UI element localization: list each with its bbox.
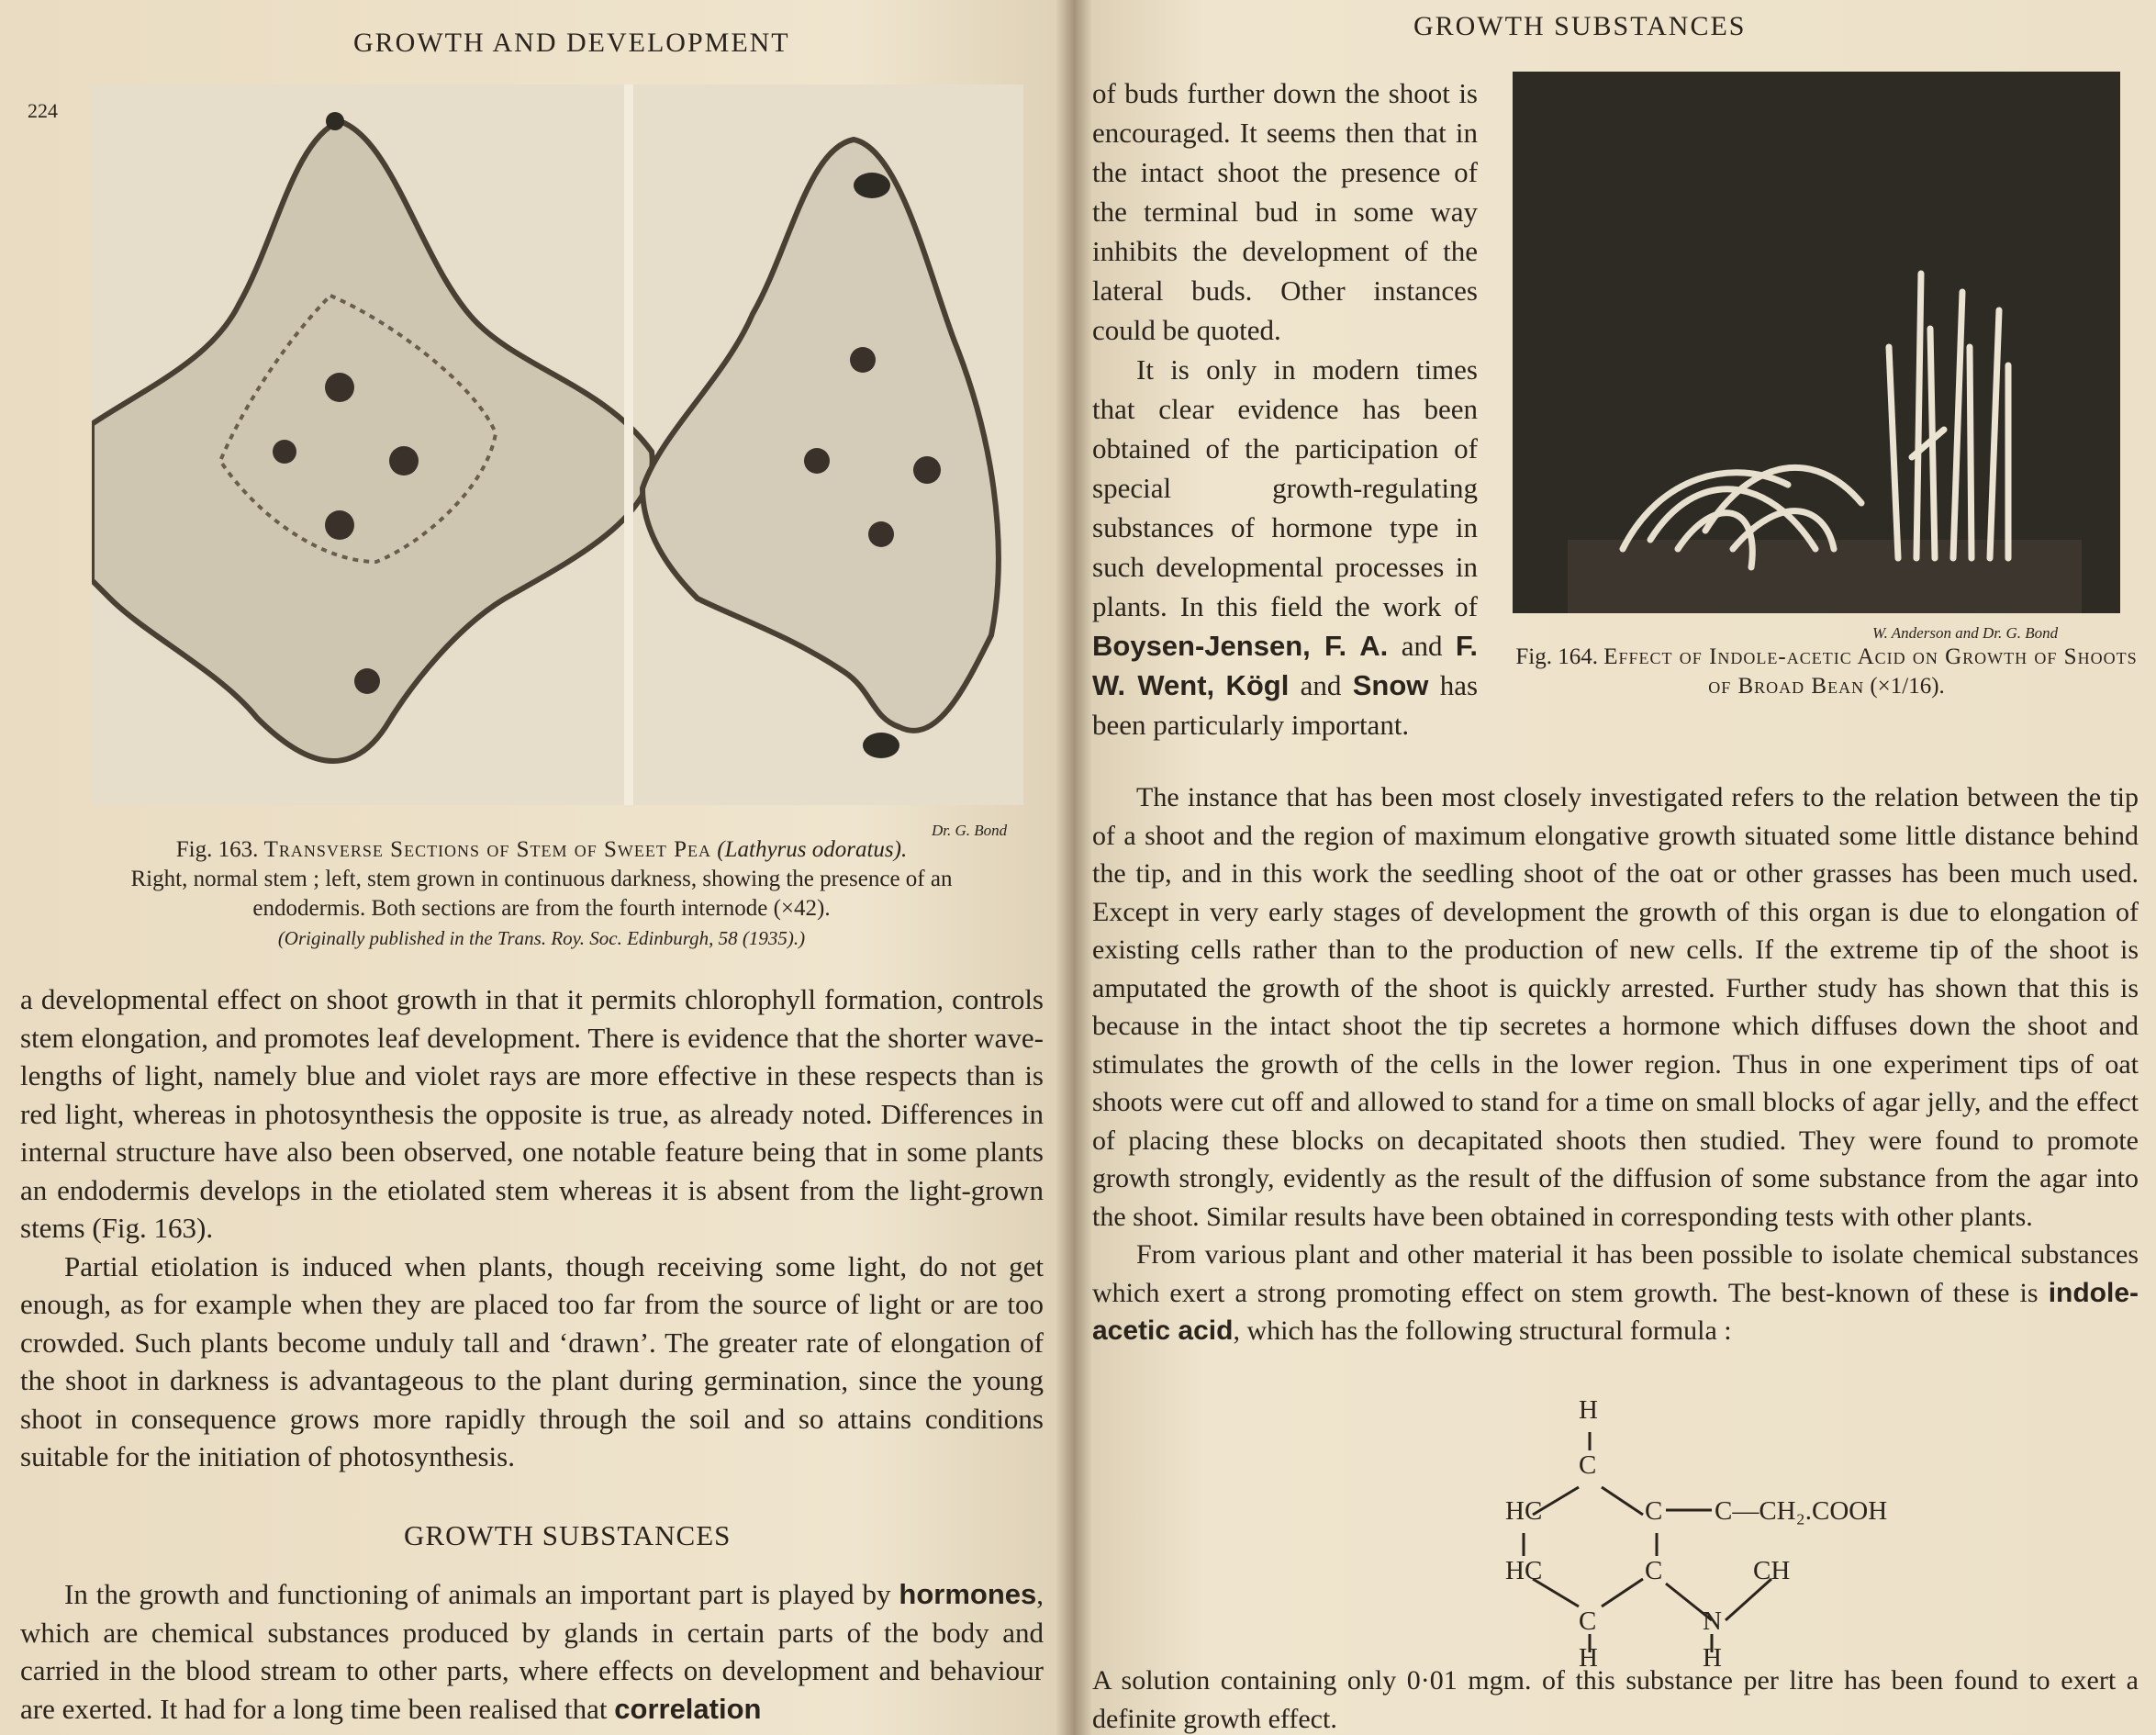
figure-163-credit: Dr. G. Bond bbox=[932, 822, 1008, 839]
figure-163-title: Transverse Sections of Stem of Sweet Pea bbox=[263, 837, 712, 862]
formula-h-bottom-right: H bbox=[1703, 1643, 1722, 1673]
book-gutter bbox=[1056, 0, 1092, 1735]
figure-164-credit: W. Anderson and Dr. G. Bond bbox=[1872, 624, 2059, 642]
figure-163-caption-line2: Right, normal stem ; left, stem grown in continuous darkness, showing the presence of an bbox=[130, 867, 953, 891]
formula-c-ring: C bbox=[1645, 1556, 1663, 1585]
left-body-text bbox=[20, 980, 1044, 1476]
left-page bbox=[0, 0, 1074, 1735]
right-column-para-1: of buds further down the shoot is encouraged. It seems then that in the intact shoot the presence of the terminal bud in some way inhibits the development of the lateral buds. Other instances could be quoted. bbox=[1092, 77, 1478, 346]
right-paragraph-3 bbox=[1092, 1662, 2139, 1735]
right-column-text bbox=[1092, 73, 1478, 744]
right-column-para-2-pre: It is only in modern times that clear evidence has been obtained of the participation of special growth-regulating substances of hormone type in such developmental processes in plants. In this field the work of bbox=[1092, 353, 1478, 622]
page-number-left: 224 bbox=[28, 99, 58, 122]
indole-acetic-acid-formula bbox=[1349, 1395, 1992, 1671]
broad-bean-shoots-illustration bbox=[1513, 72, 2120, 613]
name-went: F. W. Went, bbox=[1092, 630, 1479, 701]
running-head-left: GROWTH AND DEVELOPMENT bbox=[353, 28, 790, 58]
figure-164-photo bbox=[1513, 72, 2120, 613]
right-paragraph-3-text: A solution containing only 0·01 mgm. of this substance per litre has been found to exert a definite growth effect. bbox=[1092, 1665, 2139, 1734]
figure-164-scale: (×1/16). bbox=[1870, 674, 1945, 699]
figure-164-caption bbox=[1505, 643, 2148, 701]
left-paragraph-2: Partial etiolation is induced when plants, though receiving some light, do not get enough, as for example when they are placed too far from the source of light or are too crowded. Such plants become unduly tall and ‘drawn’. The greater rate of elongation of the shoot in darkness is advantageous to the plant during germination, since the young shoot in consequence grows more rapidly through the soil and so attains conditions suitable for the initiation of photosynthesis. bbox=[20, 1249, 1044, 1472]
formula-ch: CH bbox=[1753, 1556, 1791, 1585]
formula-c-mid: C bbox=[1645, 1496, 1663, 1526]
formula-hc-lower: HC bbox=[1505, 1556, 1543, 1585]
formula-h-bottom-left: H bbox=[1579, 1643, 1598, 1673]
left-paragraph-3 bbox=[20, 1575, 1044, 1728]
name-kogl: Kögl bbox=[1225, 669, 1290, 701]
figure-164-label: Fig. 164. bbox=[1515, 644, 1599, 669]
section-heading-growth-substances: GROWTH SUBSTANCES bbox=[404, 1519, 732, 1551]
term-indole-acetic-acid: indole-acetic acid bbox=[1092, 1277, 2139, 1346]
formula-bonds bbox=[1349, 1395, 1992, 1671]
term-hormones: hormones bbox=[899, 1578, 1037, 1610]
left-paragraph-3-pre: In the growth and functioning of animals an important part is played by bbox=[64, 1578, 891, 1610]
right-body-text bbox=[1092, 778, 2139, 1350]
figure-163-caption-line3: endodermis. Both sections are from the fourth internode (×42). bbox=[252, 896, 831, 921]
right-column-para-2 bbox=[1092, 350, 1478, 744]
figure-164-title: Effect of Indole-acetic Acid on Growth of Shoots of Broad Bean bbox=[1603, 644, 2138, 699]
right-paragraph-2-post: , which has the following structural formula : bbox=[1233, 1315, 1732, 1346]
formula-c-bottom: C bbox=[1579, 1606, 1597, 1636]
figure-163-caption-line1 bbox=[55, 835, 1028, 865]
formula-side-chain: C—CH₂.COOH bbox=[1715, 1496, 1888, 1526]
formula-hc-upper: HC bbox=[1505, 1496, 1543, 1526]
running-head-right: GROWTH SUBSTANCES bbox=[1413, 11, 1747, 41]
term-correlation: correlation bbox=[614, 1692, 762, 1725]
left-paragraph-1: a developmental effect on shoot growth in that it permits chlorophyll formation, controls stem elongation, and promotes leaf development. There is evidence that the shorter wave-lengths of light, namely blue and violet rays are more effective in these respects than is red light, whereas in photosynthesis the opposite is true, as already noted. Differences in internal structure have also been observed, one notable feature being that in some plants an endodermis develops in the etiolated stem whereas it is absent from the light-grown stems (Fig. 163). bbox=[20, 983, 1044, 1244]
figure-163-label: Fig. 163. bbox=[175, 837, 259, 862]
right-column-para-2-post: has been particularly important. bbox=[1092, 669, 1479, 741]
figure-163-species: (Lathyrus odoratus). bbox=[717, 837, 908, 862]
right-paragraph-2-pre: From various plant and other material it has been possible to isolate chemical substances which exert a strong promoting effect on stem growth. The best-known of these is bbox=[1092, 1239, 2139, 1308]
right-page bbox=[1074, 0, 2156, 1735]
right-column-and-1: and bbox=[1401, 630, 1443, 662]
formula-h-top: H bbox=[1579, 1395, 1598, 1425]
left-paragraph-3-post: , which are chemical substances produced by glands in certain parts of the body and carried in the blood stream to other parts, where effects on development and behaviour are exerted. It had for a long time been realised that bbox=[20, 1578, 1044, 1725]
formula-n: N bbox=[1703, 1606, 1722, 1636]
figure-163-caption bbox=[55, 835, 1028, 953]
name-boysen-jensen: Boysen-Jensen, F. A. bbox=[1092, 630, 1389, 662]
right-paragraph-1: The instance that has been most closely investigated refers to the relation between the tip of a shoot and the region of maximum elongative growth situated some little distance behind the tip, and in this work the seedling shoot of the oat or other grasses has been much used. Except in very early stages of development the growth of this organ is due to elongation of existing cells rather than to the production of new cells. If the extreme tip of the shoot is amputated the growth of the shoot is quickly arrested. Further study has shown that this is because in the intact shoot the tip secretes a hormone which diffuses down the shoot and stimulates the growth of the cells in the lower region. Thus in one experiment tips of oat shoots were cut off and allowed to stand for a time on small blocks of agar jelly, and the effect of placing these blocks on decapitated shoots then studied. They were found to promote growth strongly, evidently as the result of the diffusion of some substance from the agar into the shoot. Similar results have been obtained in corresponding tests with other plants. bbox=[1092, 782, 2139, 1232]
name-snow: Snow bbox=[1352, 669, 1429, 701]
figure-163-photo bbox=[92, 84, 1023, 805]
stem-sections-illustration bbox=[92, 84, 1023, 805]
right-paragraph-2 bbox=[1092, 1236, 2139, 1350]
figure-163-caption-note: (Originally published in the Trans. Roy. Soc. Edinburgh, 58 (1935).) bbox=[277, 927, 806, 949]
right-column-and-2: and bbox=[1300, 669, 1342, 701]
formula-c-top: C bbox=[1579, 1450, 1597, 1480]
